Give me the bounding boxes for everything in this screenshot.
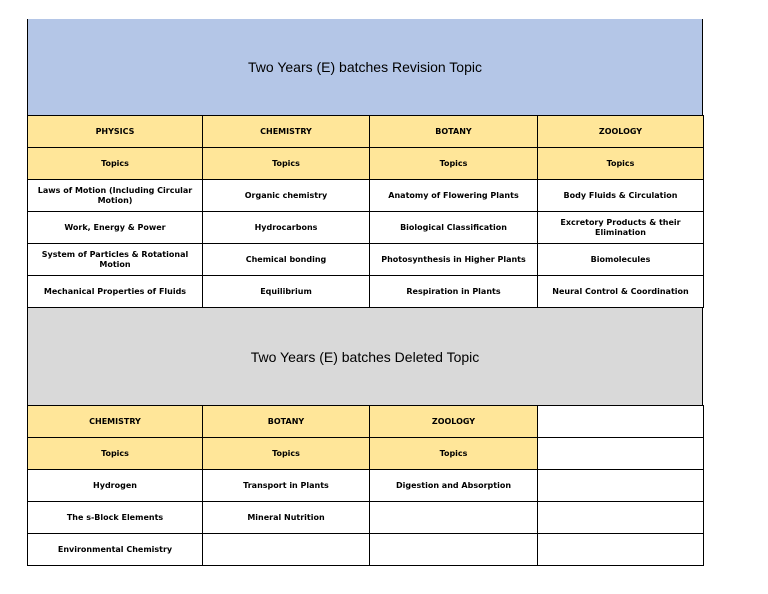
table-row [28,180,704,212]
table-cell[interactable]: System of Particles & Rotational Motion [28,244,203,276]
deleted-title-banner [27,308,703,405]
revision-title-banner [27,19,703,115]
table-row [28,534,704,566]
table-cell[interactable]: Work, Energy & Power [28,212,203,244]
header-botany[interactable]: BOTANY [370,116,538,148]
subheader-cell[interactable]: Topics [203,438,370,470]
table-cell[interactable]: The s-Block Elements [28,502,203,534]
subheader-cell[interactable]: Topics [538,148,704,180]
table-cell[interactable]: Hydrocarbons [203,212,370,244]
header-physics[interactable]: PHYSICS [28,116,203,148]
header-botany[interactable]: BOTANY [203,406,370,438]
table-row [28,244,704,276]
table-row [28,276,704,308]
table-cell[interactable]: Biological Classification [370,212,538,244]
revision-title: Two Years (E) batches Revision Topic [248,59,482,75]
header-chemistry[interactable]: CHEMISTRY [28,406,203,438]
table-row [28,470,704,502]
revision-subheader-row [28,148,704,180]
deleted-subheader-row [28,438,704,470]
header-zoology[interactable]: ZOOLOGY [370,406,538,438]
revision-table [27,115,704,308]
table-row [28,212,704,244]
table-cell[interactable]: Photosynthesis in Higher Plants [370,244,538,276]
table-cell[interactable]: Body Fluids & Circulation [538,180,704,212]
empty-cell[interactable] [538,438,704,470]
subheader-cell[interactable]: Topics [28,438,203,470]
subheader-cell[interactable]: Topics [28,148,203,180]
table-cell[interactable] [538,470,704,502]
table-cell[interactable]: Anatomy of Flowering Plants [370,180,538,212]
table-cell[interactable]: Environmental Chemistry [28,534,203,566]
table-cell[interactable]: Equilibrium [203,276,370,308]
table-cell[interactable]: Excretory Products & their Elimination [538,212,704,244]
subheader-cell[interactable]: Topics [370,148,538,180]
subheader-cell[interactable]: Topics [370,438,538,470]
header-chemistry[interactable]: CHEMISTRY [203,116,370,148]
table-cell[interactable]: Organic chemistry [203,180,370,212]
table-cell[interactable]: Transport in Plants [203,470,370,502]
header-zoology[interactable]: ZOOLOGY [538,116,704,148]
table-row [28,502,704,534]
table-cell[interactable] [538,534,704,566]
table-cell[interactable]: Respiration in Plants [370,276,538,308]
deleted-header-row [28,406,704,438]
revision-header-row [28,116,704,148]
table-cell[interactable]: Hydrogen [28,470,203,502]
subheader-cell[interactable]: Topics [203,148,370,180]
table-cell[interactable]: Neural Control & Coordination [538,276,704,308]
table-cell[interactable] [203,534,370,566]
table-cell[interactable] [370,502,538,534]
deleted-title: Two Years (E) batches Deleted Topic [250,348,480,365]
table-cell[interactable] [538,502,704,534]
empty-cell[interactable] [538,406,704,438]
deleted-table [27,405,704,566]
table-cell[interactable]: Mineral Nutrition [203,502,370,534]
table-cell[interactable] [370,534,538,566]
spreadsheet [27,19,703,566]
table-cell[interactable]: Biomolecules [538,244,704,276]
table-cell[interactable]: Digestion and Absorption [370,470,538,502]
table-cell[interactable]: Laws of Motion (Including Circular Motion) [28,180,203,212]
table-cell[interactable]: Mechanical Properties of Fluids [28,276,203,308]
table-cell[interactable]: Chemical bonding [203,244,370,276]
